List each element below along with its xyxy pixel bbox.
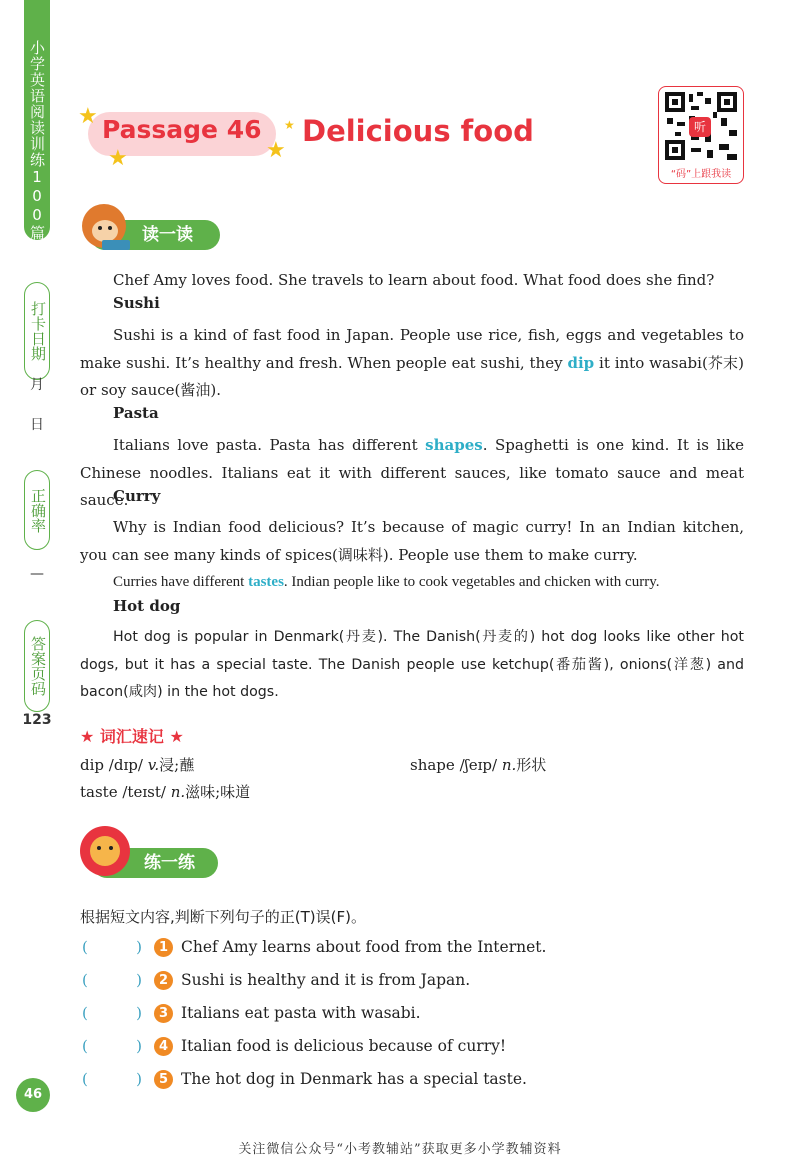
question-number: 1 [154, 938, 173, 957]
star-icon: ★ [78, 104, 98, 129]
passage-number: Passage 46 [102, 115, 262, 144]
exercise-instruction: 根据短文内容,判断下列句子的正(T)误(F)。 [80, 908, 366, 926]
page-title: Delicious food [302, 114, 534, 148]
section-heading-sushi: Sushi [113, 294, 160, 312]
question-number: 5 [154, 1070, 173, 1089]
question-row: ( ) 3 Italians eat pasta with wasabi. [82, 1004, 421, 1022]
vocab-highlight-shapes: shapes [425, 436, 483, 454]
question-row: ( ) 5 The hot dog in Denmark has a special taste. [82, 1070, 527, 1088]
hedgehog-mascot-icon [82, 204, 126, 248]
question-text: Italian food is delicious because of curry! [181, 1037, 507, 1055]
page-number: 46 [16, 1078, 50, 1112]
practice-section-label: 练一练 [144, 853, 195, 873]
day-label: 日 [30, 417, 44, 433]
vocab-item-taste: taste /teɪst/ n.滋味;味道 [80, 783, 251, 801]
paragraph-curry: Why is Indian food delicious? It’s because of magic curry! In an Indian kitchen, you can see many kinds of spices(调味料). People use them to make curry. [80, 518, 744, 564]
answer-blank[interactable] [88, 1037, 136, 1055]
article-intro: Chef Amy loves food. She travels to learn about food. What food does she find? [113, 271, 715, 289]
answer-page-label: 答案页码 [24, 620, 50, 712]
answer-page-number: 123 [22, 712, 52, 728]
accuracy-label: 正确率 [24, 470, 50, 550]
section-heading-pasta: Pasta [113, 404, 159, 422]
vocab-highlight-dip: dip [567, 353, 595, 372]
month-label: 月 [30, 377, 44, 393]
footer-note: 关注微信公众号“小考教辅站”获取更多小学教辅资料 [238, 1142, 562, 1157]
question-row: ( ) 2 Sushi is healthy and it is from Japan. [82, 971, 471, 989]
section-heading-curry: Curry [113, 487, 161, 505]
vocab-item-shape: shape /ʃeɪp/ n.形状 [410, 756, 547, 774]
answer-blank[interactable] [88, 1070, 136, 1088]
series-title: 小学英语阅读训练100篇 [28, 40, 46, 241]
section-heading-hotdog: Hot dog [113, 597, 181, 615]
question-text: Chef Amy learns about food from the Internet. [181, 938, 547, 956]
question-number: 3 [154, 1004, 173, 1023]
star-icon: ★ [266, 138, 286, 163]
vocab-highlight-tastes: tastes [248, 574, 284, 590]
qr-caption: “码”上跟我读 [670, 169, 732, 180]
listen-badge: 听 [689, 117, 711, 137]
answer-blank[interactable] [88, 971, 136, 989]
accuracy-blank: — [30, 566, 44, 582]
paragraph-sushi: Sushi is a kind of fast food in Japan. People use rice, fish, eggs and vegetables to make sushi. It’s healthy and fresh. When people eat sushi, they dip it into wasabi(芥末) or soy sauce(酱油). [80, 326, 744, 399]
paragraph-curry-2: Curries have different tastes. Indian people like to cook vegetables and chicken with curry. [113, 574, 660, 590]
paragraph-hotdog: Hot dog is popular in Denmark(丹麦). The Danish(丹麦的) hot dog looks like other hot dogs, but it has a special taste. The Danish people use ketchup(番茄酱), onions(洋葱) and bacon(咸肉) in the hot dogs. [80, 629, 744, 700]
star-icon: ★ [284, 118, 295, 132]
question-text: The hot dog in Denmark has a special taste. [181, 1070, 527, 1088]
vocab-title: ★ 词汇速记 ★ [80, 727, 184, 746]
question-text: Sushi is healthy and it is from Japan. [181, 971, 471, 989]
checkin-date-label: 打卡日期 [24, 282, 50, 380]
read-section-label: 读一读 [142, 225, 193, 245]
answer-blank[interactable] [88, 938, 136, 956]
paragraph-pasta: Italians love pasta. Pasta has different shapes. Spaghetti is one kind. It is like Chinese noodles. Italians eat it with different sauces, like tomato sauce and meat sauce. [80, 436, 745, 509]
question-row: ( ) 1 Chef Amy learns about food from the Internet. [82, 938, 547, 956]
answer-blank[interactable] [88, 1004, 136, 1022]
question-text: Italians eat pasta with wasabi. [181, 1004, 421, 1022]
vocab-item-dip: dip /dɪp/ v.浸;蘸 [80, 756, 195, 774]
star-icon: ★ [108, 146, 128, 171]
question-row: ( ) 4 Italian food is delicious because of curry! [82, 1037, 507, 1055]
question-number: 4 [154, 1037, 173, 1056]
question-number: 2 [154, 971, 173, 990]
lion-mascot-icon [80, 826, 130, 876]
